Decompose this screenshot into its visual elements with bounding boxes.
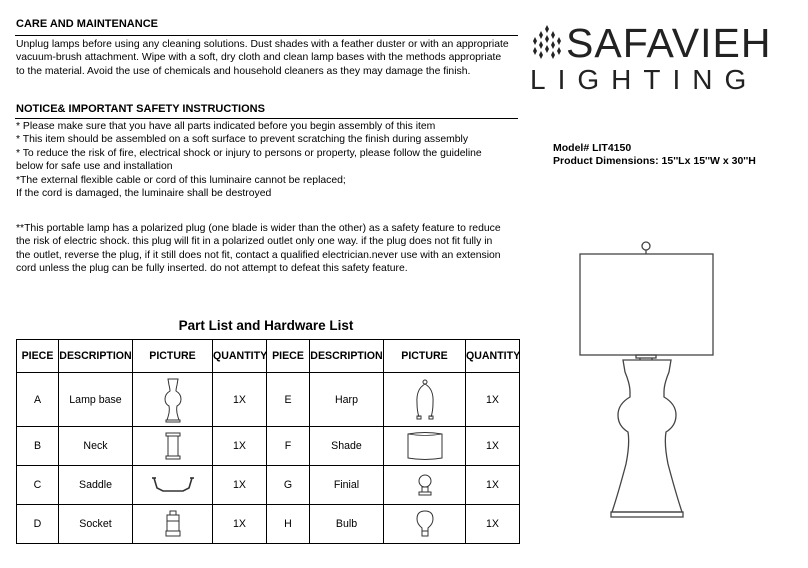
brand-logo-subtext: LIGHTING xyxy=(530,64,759,95)
quantity-cell: 1X xyxy=(466,466,520,505)
quantity-cell: 1X xyxy=(213,466,267,505)
table-row xyxy=(17,505,520,544)
header-piece: PIECE xyxy=(17,340,59,373)
table-row xyxy=(17,427,520,466)
picture-cell xyxy=(384,505,466,544)
quantity-cell: 1X xyxy=(213,427,267,466)
description-cell: Bulb xyxy=(310,505,384,544)
header-quantity: QUANTITY xyxy=(466,340,520,373)
model-number: Model# LIT4150 xyxy=(553,142,632,154)
socket-icon xyxy=(164,509,182,539)
care-divider xyxy=(15,35,518,36)
product-dimensions: Product Dimensions: 15''Lx 15''W x 30''H xyxy=(553,155,756,167)
description-cell: Shade xyxy=(310,427,384,466)
quantity-cell: 1X xyxy=(466,505,520,544)
care-heading: CARE AND MAINTENANCE xyxy=(16,18,158,30)
table-row xyxy=(17,373,520,427)
table-header-row xyxy=(17,340,520,373)
header-description: DESCRIPTION xyxy=(59,340,133,373)
saddle-icon xyxy=(150,474,196,496)
notice-divider xyxy=(15,118,518,119)
lamp-illustration xyxy=(578,232,738,567)
header-description: DESCRIPTION xyxy=(310,340,384,373)
piece-cell: E xyxy=(267,373,310,427)
parts-table-title: Part List and Hardware List xyxy=(178,318,354,333)
quantity-cell: 1X xyxy=(466,373,520,427)
description-cell: Saddle xyxy=(59,466,133,505)
quantity-cell: 1X xyxy=(466,427,520,466)
chandelier-logo-icon xyxy=(527,22,567,62)
piece-cell: B xyxy=(17,427,59,466)
header-picture: PICTURE xyxy=(384,340,466,373)
quantity-cell: 1X xyxy=(213,373,267,427)
description-cell: Socket xyxy=(59,505,133,544)
care-text: Unplug lamps before using any cleaning solutions. Dust shades with a feather duster or with an appropriate vacuum-brush attachment. Wipe with a soft, dry cloth and clean lamp bases with the methods appropriate to the material. Avoid the use of chemicals and household cleaners as they may damage the finish. xyxy=(16,39,509,77)
picture-cell xyxy=(384,427,466,466)
piece-cell: F xyxy=(267,427,310,466)
description-cell: Lamp base xyxy=(59,373,133,427)
picture-cell xyxy=(133,505,213,544)
neck-icon xyxy=(164,431,182,461)
header-piece: PIECE xyxy=(267,340,310,373)
notice-heading: NOTICE& IMPORTANT SAFETY INSTRUCTIONS xyxy=(16,103,265,115)
header-picture: PICTURE xyxy=(133,340,213,373)
piece-cell: A xyxy=(17,373,59,427)
description-cell: Harp xyxy=(310,373,384,427)
picture-cell xyxy=(133,427,213,466)
picture-cell xyxy=(133,466,213,505)
description-cell: Finial xyxy=(310,466,384,505)
piece-cell: C xyxy=(17,466,59,505)
piece-cell: H xyxy=(267,505,310,544)
shade-icon xyxy=(405,430,445,462)
harp-icon xyxy=(413,379,437,421)
picture-cell xyxy=(384,373,466,427)
picture-cell xyxy=(384,466,466,505)
quantity-cell: 1X xyxy=(213,505,267,544)
finial-icon xyxy=(414,471,436,499)
notice-text: * Please make sure that you have all parts indicated before you begin assembly of this item * This item should be assembled on a soft surface to prevent scratching the finish during assembly * To reduce the risk of fire, electrical shock or injury to persons or property, please follow the guideline below for safe use and installation *The external flexible cable or cord of this luminaire cannot be replaced; If the cord is damaged, the luminaire shall be destroyed xyxy=(16,121,482,200)
piece-cell: D xyxy=(17,505,59,544)
picture-cell xyxy=(133,373,213,427)
polarized-plug-note: **This portable lamp has a polarized plug (one blade is wider than the other) as a safety feature to reduce the risk of electric shock. this plug will fit in a polarized outlet only one way. if the plug does not fit fully in the outlet, reverse the plug, if it still does not fit, contact a qualified electrician.never use with an extension cord unless the plug can be fully inserted. do not attempt to defeat this safety feature. xyxy=(16,223,501,275)
description-cell: Neck xyxy=(59,427,133,466)
bulb-icon xyxy=(415,509,435,539)
header-quantity: QUANTITY xyxy=(213,340,267,373)
lamp-base-icon xyxy=(163,377,183,423)
brand-logo-text: SAFAVIEH xyxy=(566,20,772,66)
piece-cell: G xyxy=(267,466,310,505)
table-row xyxy=(17,466,520,505)
parts-table xyxy=(16,339,520,544)
